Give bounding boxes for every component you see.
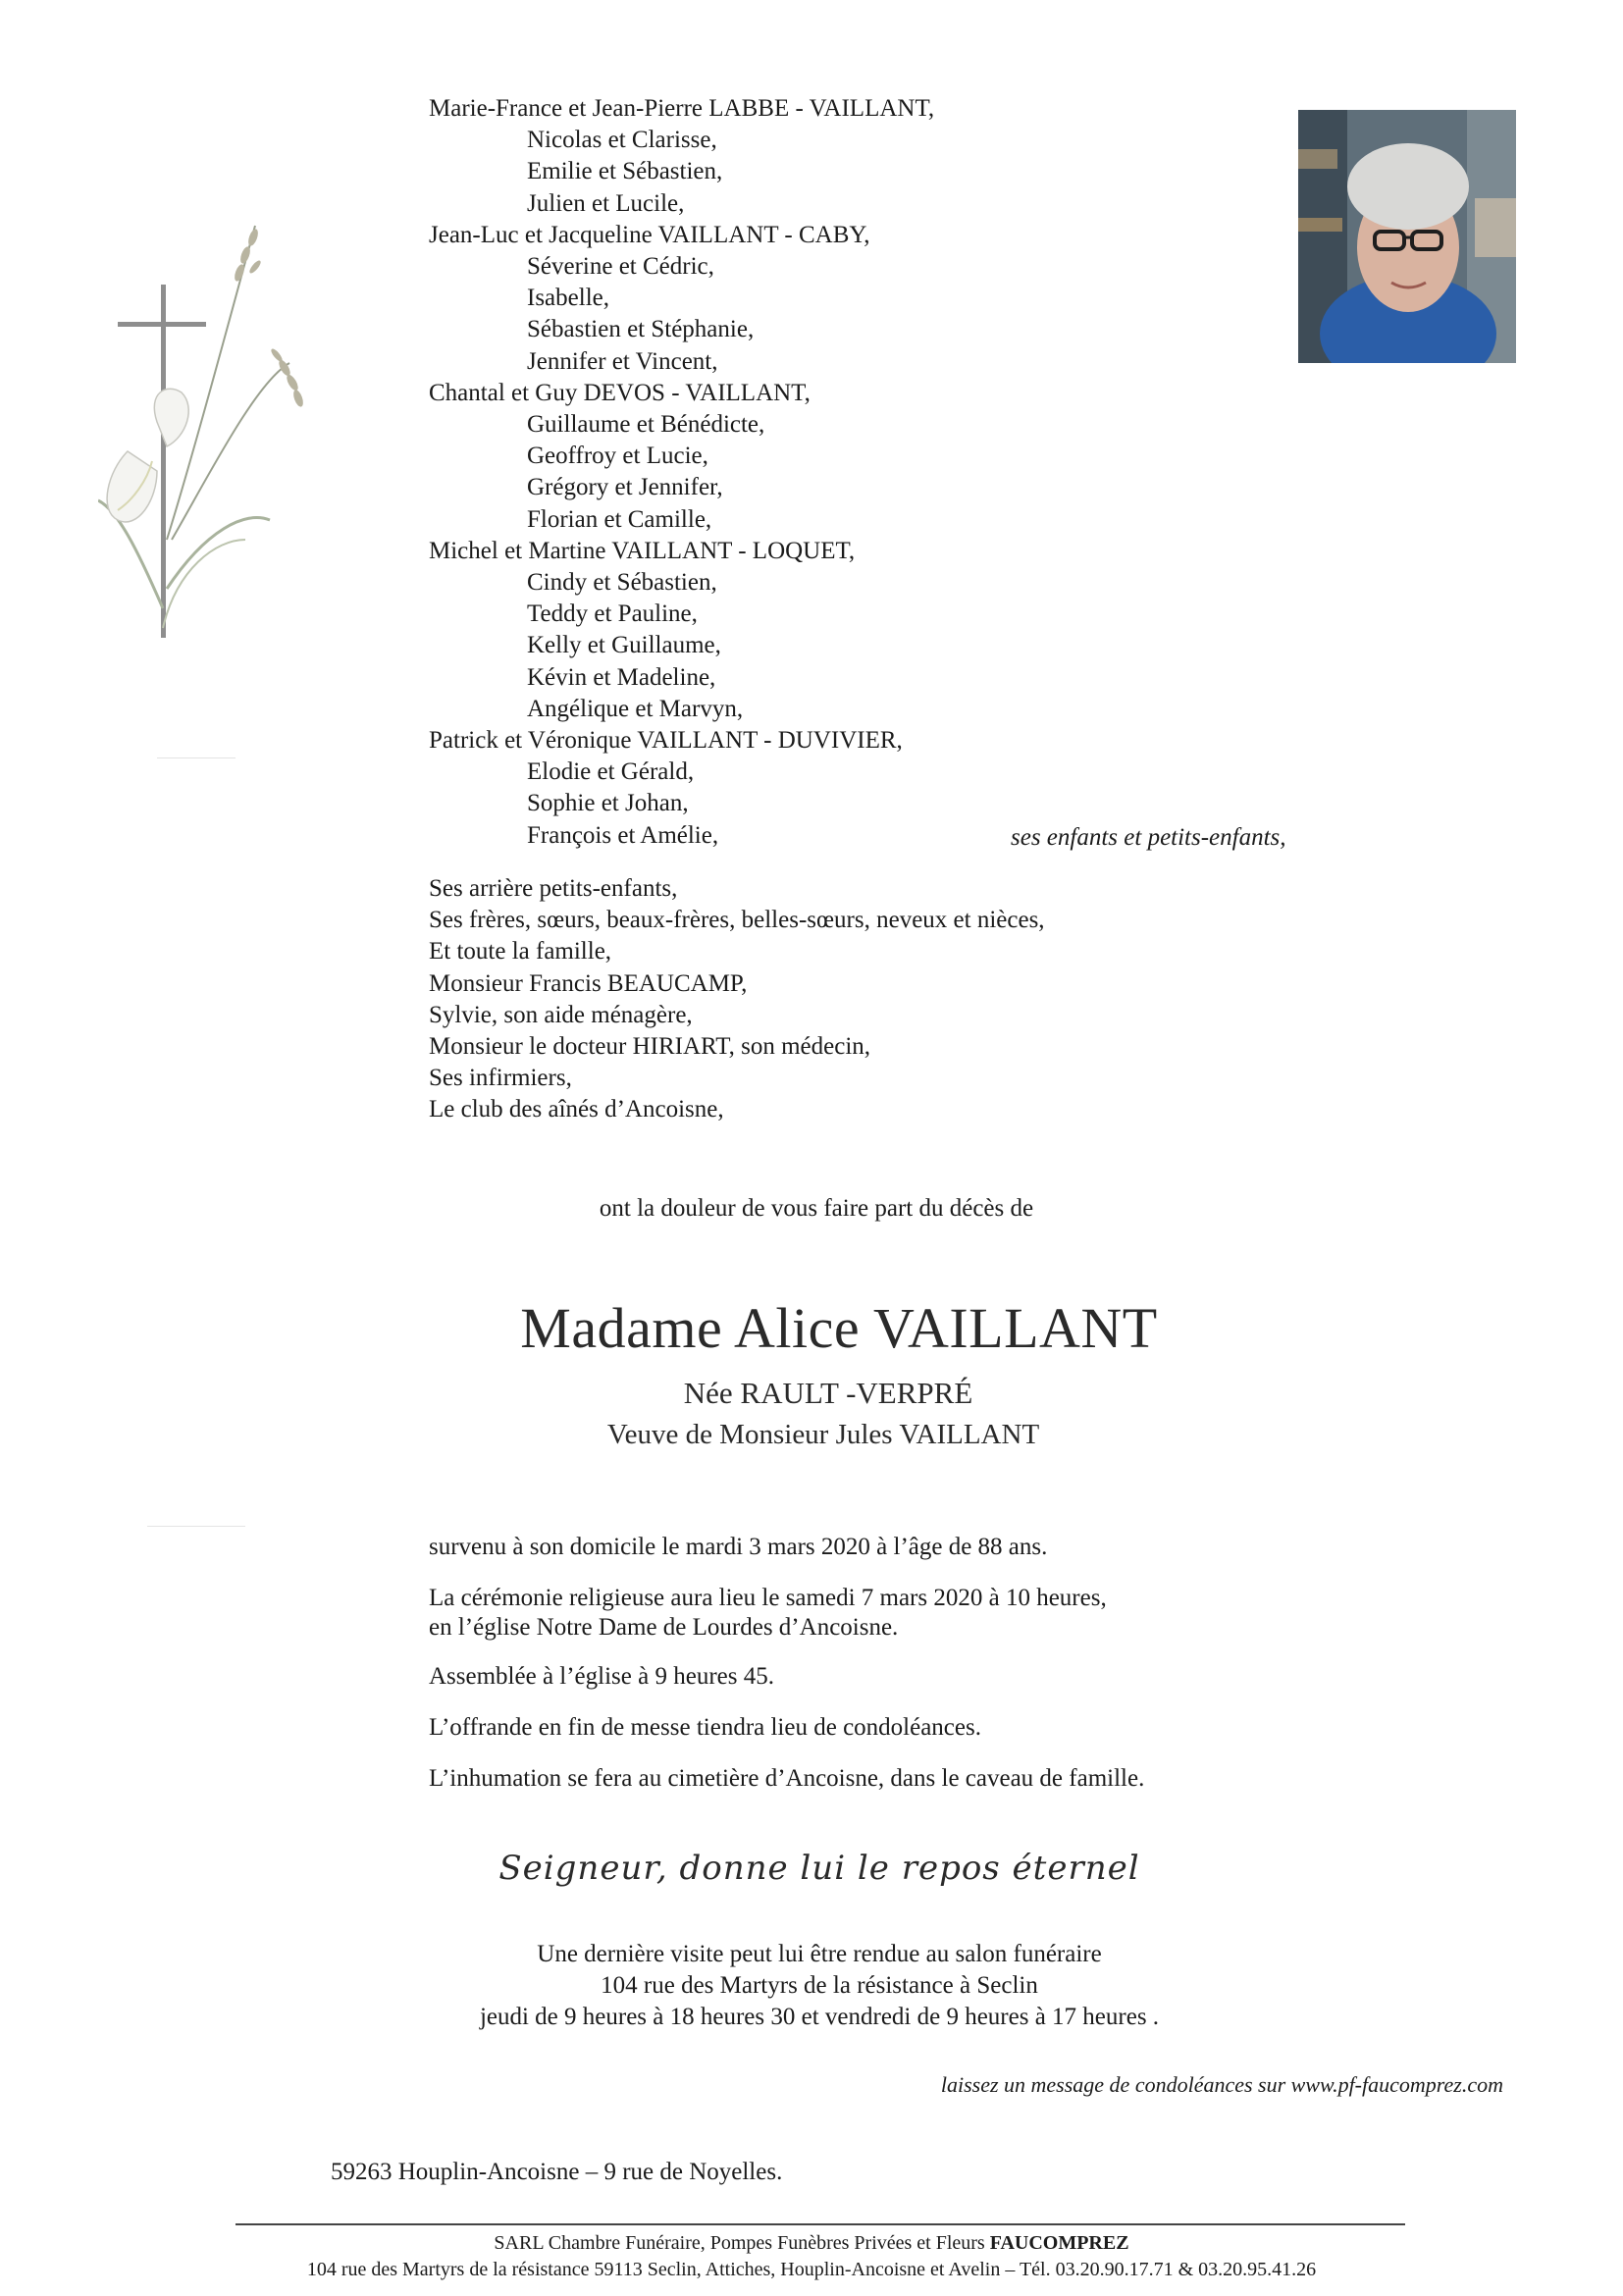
family-grandchildren: Elodie et Gérald,	[527, 758, 695, 786]
family-grandchildren: Florian et Camille,	[527, 505, 712, 533]
visit-line: Une dernière visite peut lui être rendue au salon funéraire	[537, 1941, 1102, 1967]
family-list	[429, 93, 1312, 852]
family-grandchildren: Kévin et Madeline,	[527, 663, 716, 691]
relative-line: Monsieur le docteur HIRIART, son médecin,	[429, 1033, 871, 1061]
detail-line: survenu à son domicile le mardi 3 mars 2020 à l’âge de 88 ans.	[429, 1534, 1048, 1560]
family-grandchildren: Emilie et Sébastien,	[527, 158, 723, 185]
condolence-message: laissez un message de condoléances sur www.pf-faucomprez.com	[940, 2072, 1503, 2097]
family-grandchildren: Nicolas et Clarisse,	[527, 127, 717, 154]
detail-paragraph	[429, 1713, 1144, 1743]
family-grandchildren: Guillaume et Bénédicte,	[527, 411, 765, 439]
relative-line: Ses infirmiers,	[429, 1065, 572, 1092]
maiden-name: Née RAULT -VERPRÉ	[683, 1376, 973, 1410]
relative-line: Monsieur Francis BEAUCAMP,	[429, 969, 748, 997]
detail-paragraph	[429, 1662, 1144, 1692]
footer-company-prefix: SARL Chambre Funéraire, Pompes Funèbres Privées et Fleurs	[494, 2232, 985, 2254]
visit-info	[0, 1939, 1623, 2033]
prayer-text: Seigneur, donne lui le repos éternel	[498, 1849, 1140, 1888]
footer-company-name: FAUCOMPREZ	[989, 2232, 1129, 2254]
family-grandchildren: Jennifer et Vincent,	[527, 347, 718, 375]
detail-line: L’inhumation se fera au cimetière d’Ancoisne, dans le caveau de famille.	[429, 1765, 1145, 1792]
ceremony-details	[429, 1533, 1144, 1815]
relative-line: Et toute la famille,	[429, 938, 612, 965]
widow-of: Veuve de Monsieur Jules VAILLANT	[606, 1419, 1040, 1450]
detail-paragraph	[429, 1533, 1144, 1562]
family-grandchildren: Angélique et Marvyn,	[527, 695, 744, 722]
portrait-photo	[1298, 110, 1516, 363]
footer-divider	[236, 2223, 1405, 2225]
family-address: 59263 Houplin-Ancoisne – 9 rue de Noyelles.	[331, 2159, 783, 2185]
visit-line: 104 rue des Martyrs de la résistance à Seclin	[601, 1972, 1038, 1999]
family-grandchildren: Teddy et Pauline,	[527, 600, 698, 628]
detail-line: Assemblée à l’église à 9 heures 45.	[429, 1663, 774, 1690]
detail-paragraph	[429, 1764, 1144, 1794]
announce-text	[0, 1195, 1623, 1223]
family-grandchildren: Séverine et Cédric,	[527, 253, 714, 281]
relative-line: Ses frères, sœurs, beaux-frères, belles-sœurs, neveux et nièces,	[429, 907, 1045, 934]
relative-line: Sylvie, son aide ménagère,	[429, 1001, 693, 1028]
relative-line: Le club des aînés d’Ancoisne,	[429, 1096, 724, 1123]
footer-company-line	[0, 2230, 1623, 2257]
cross-with-lilies-icon	[98, 216, 324, 648]
relative-line: Ses arrière petits-enfants,	[429, 875, 678, 902]
detail-paragraph	[429, 1584, 1144, 1643]
scan-mark	[157, 757, 236, 758]
detail-line: en l’église Notre Dame de Lourdes d’Ancoisne.	[429, 1614, 899, 1641]
announce-label: ont la douleur de vous faire part du décès de	[599, 1195, 1034, 1222]
detail-line: L’offrande en fin de messe tiendra lieu de condoléances.	[429, 1714, 981, 1741]
scan-mark	[147, 1526, 245, 1527]
family-grandchildren: François et Amélie,	[527, 821, 719, 849]
family-grandchildren: Sébastien et Stéphanie,	[527, 316, 755, 343]
family-couple: Marie-France et Jean-Pierre LABBE - VAILLANT,	[429, 95, 935, 122]
family-couple: Jean-Luc et Jacqueline VAILLANT - CABY,	[429, 221, 870, 248]
family-grandchildren: Geoffroy et Lucie,	[527, 443, 708, 470]
family-couple: Michel et Martine VAILLANT - LOQUET,	[429, 537, 856, 564]
family-grandchildren: Sophie et Johan,	[527, 790, 689, 817]
family-grandchildren: Isabelle,	[527, 285, 609, 312]
family-grandchildren: Grégory et Jennifer,	[527, 474, 723, 501]
family-grandchildren: Julien et Lucile,	[527, 189, 685, 217]
family-couple: Chantal et Guy DEVOS - VAILLANT,	[429, 379, 811, 406]
footer	[0, 2230, 1623, 2283]
detail-line: La cérémonie religieuse aura lieu le samedi 7 mars 2020 à 10 heures,	[429, 1585, 1107, 1611]
family-caption: ses enfants et petits-enfants,	[1011, 824, 1286, 851]
family-grandchildren: Kelly et Guillaume,	[527, 632, 721, 659]
visit-line: jeudi de 9 heures à 18 heures 30 et vendredi de 9 heures à 17 heures .	[479, 2004, 1160, 2030]
deceased-name: Madame Alice VAILLANT	[520, 1296, 1158, 1360]
family-grandchildren: Cindy et Sébastien,	[527, 569, 717, 597]
others-list	[429, 873, 1045, 1126]
footer-address-line: 104 rue des Martyrs de la résistance 59113 Seclin, Attiches, Houplin-Ancoisne et Avelin – Tél. 03.20.90.17.71 & 03.20.95.41.26	[306, 2259, 1317, 2280]
family-couple: Patrick et Véronique VAILLANT - DUVIVIER,	[429, 727, 903, 755]
